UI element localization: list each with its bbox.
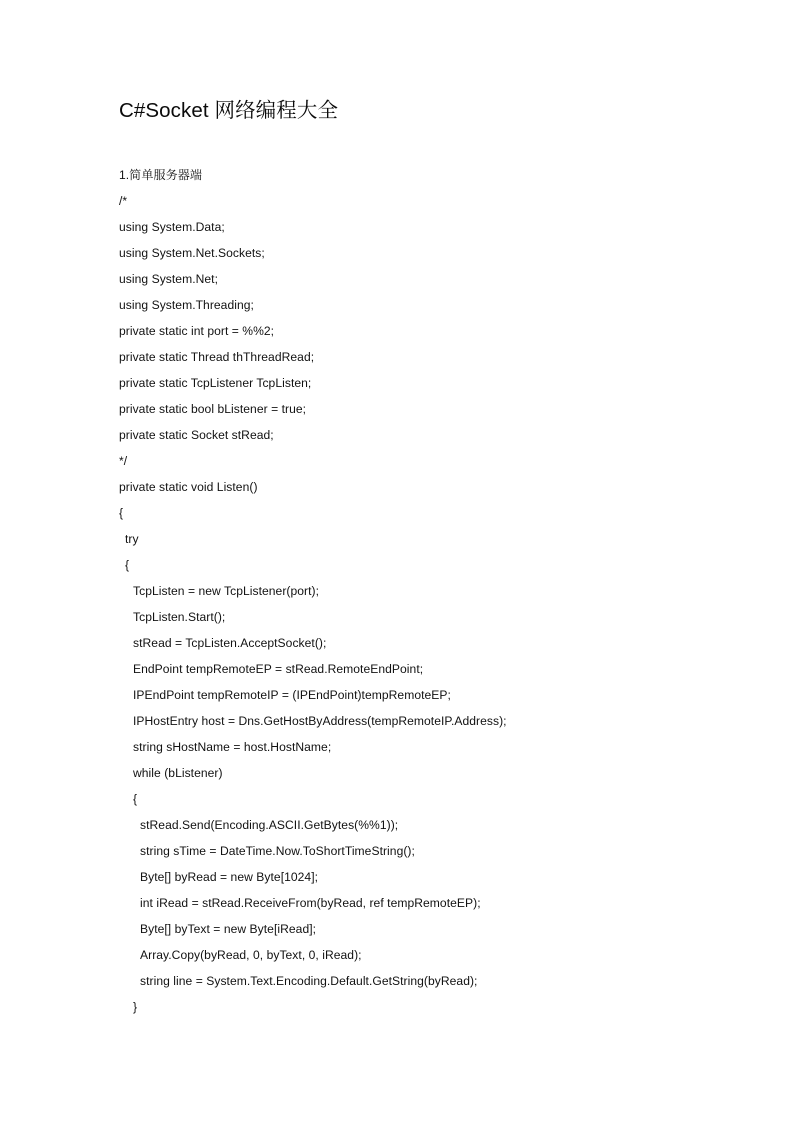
code-line: private static int port = %%2; [119, 324, 275, 338]
code-line: private static Thread thThreadRead; [119, 350, 315, 364]
document-body [119, 96, 679, 1020]
title-spacer [119, 126, 679, 162]
code-line: TcpListen = new TcpListener(port); [133, 584, 319, 598]
code-line: Byte[] byRead = new Byte[1024]; [140, 870, 319, 884]
code-line: private static TcpListener TcpListen; [119, 376, 312, 390]
code-line: IPEndPoint tempRemoteIP = (IPEndPoint)tempRemoteEP; [133, 688, 451, 702]
code-line: } [133, 1000, 138, 1014]
code-line: Array.Copy(byRead, 0, byText, 0, iRead); [140, 948, 362, 962]
code-line: string line = System.Text.Encoding.Default.GetString(byRead); [140, 974, 478, 988]
code-line: { [119, 506, 124, 520]
code-line: { [133, 792, 138, 806]
code-line: try [125, 532, 139, 546]
code-line: while (bListener) [133, 766, 223, 780]
page-title: C#Socket 网络编程大全 [119, 99, 339, 122]
code-line: IPHostEntry host = Dns.GetHostByAddress(tempRemoteIP.Address); [133, 714, 507, 728]
code-line: using System.Net.Sockets; [119, 246, 265, 260]
code-line: stRead = TcpListen.AcceptSocket(); [133, 636, 327, 650]
code-line: */ [119, 454, 128, 468]
code-line: /* [119, 194, 128, 208]
code-line: { [125, 558, 130, 572]
code-line: using System.Data; [119, 220, 225, 234]
code-line: Byte[] byText = new Byte[iRead]; [140, 922, 317, 936]
code-listing [119, 162, 679, 1020]
code-line: int iRead = stRead.ReceiveFrom(byRead, ref tempRemoteEP); [140, 896, 481, 910]
code-lines-container [119, 188, 679, 1020]
section-heading: 1.简单服务器端 [119, 168, 203, 182]
code-line: using System.Net; [119, 272, 218, 286]
code-line: private static void Listen() [119, 480, 258, 494]
code-line: TcpListen.Start(); [133, 610, 226, 624]
code-line: private static bool bListener = true; [119, 402, 307, 416]
code-line: string sHostName = host.HostName; [133, 740, 332, 754]
code-line: EndPoint tempRemoteEP = stRead.RemoteEndPoint; [133, 662, 424, 676]
code-line: private static Socket stRead; [119, 428, 274, 442]
code-line: stRead.Send(Encoding.ASCII.GetBytes(%%1)); [140, 818, 399, 832]
code-line: string sTime = DateTime.Now.ToShortTimeString(); [140, 844, 415, 858]
code-line: using System.Threading; [119, 298, 254, 312]
